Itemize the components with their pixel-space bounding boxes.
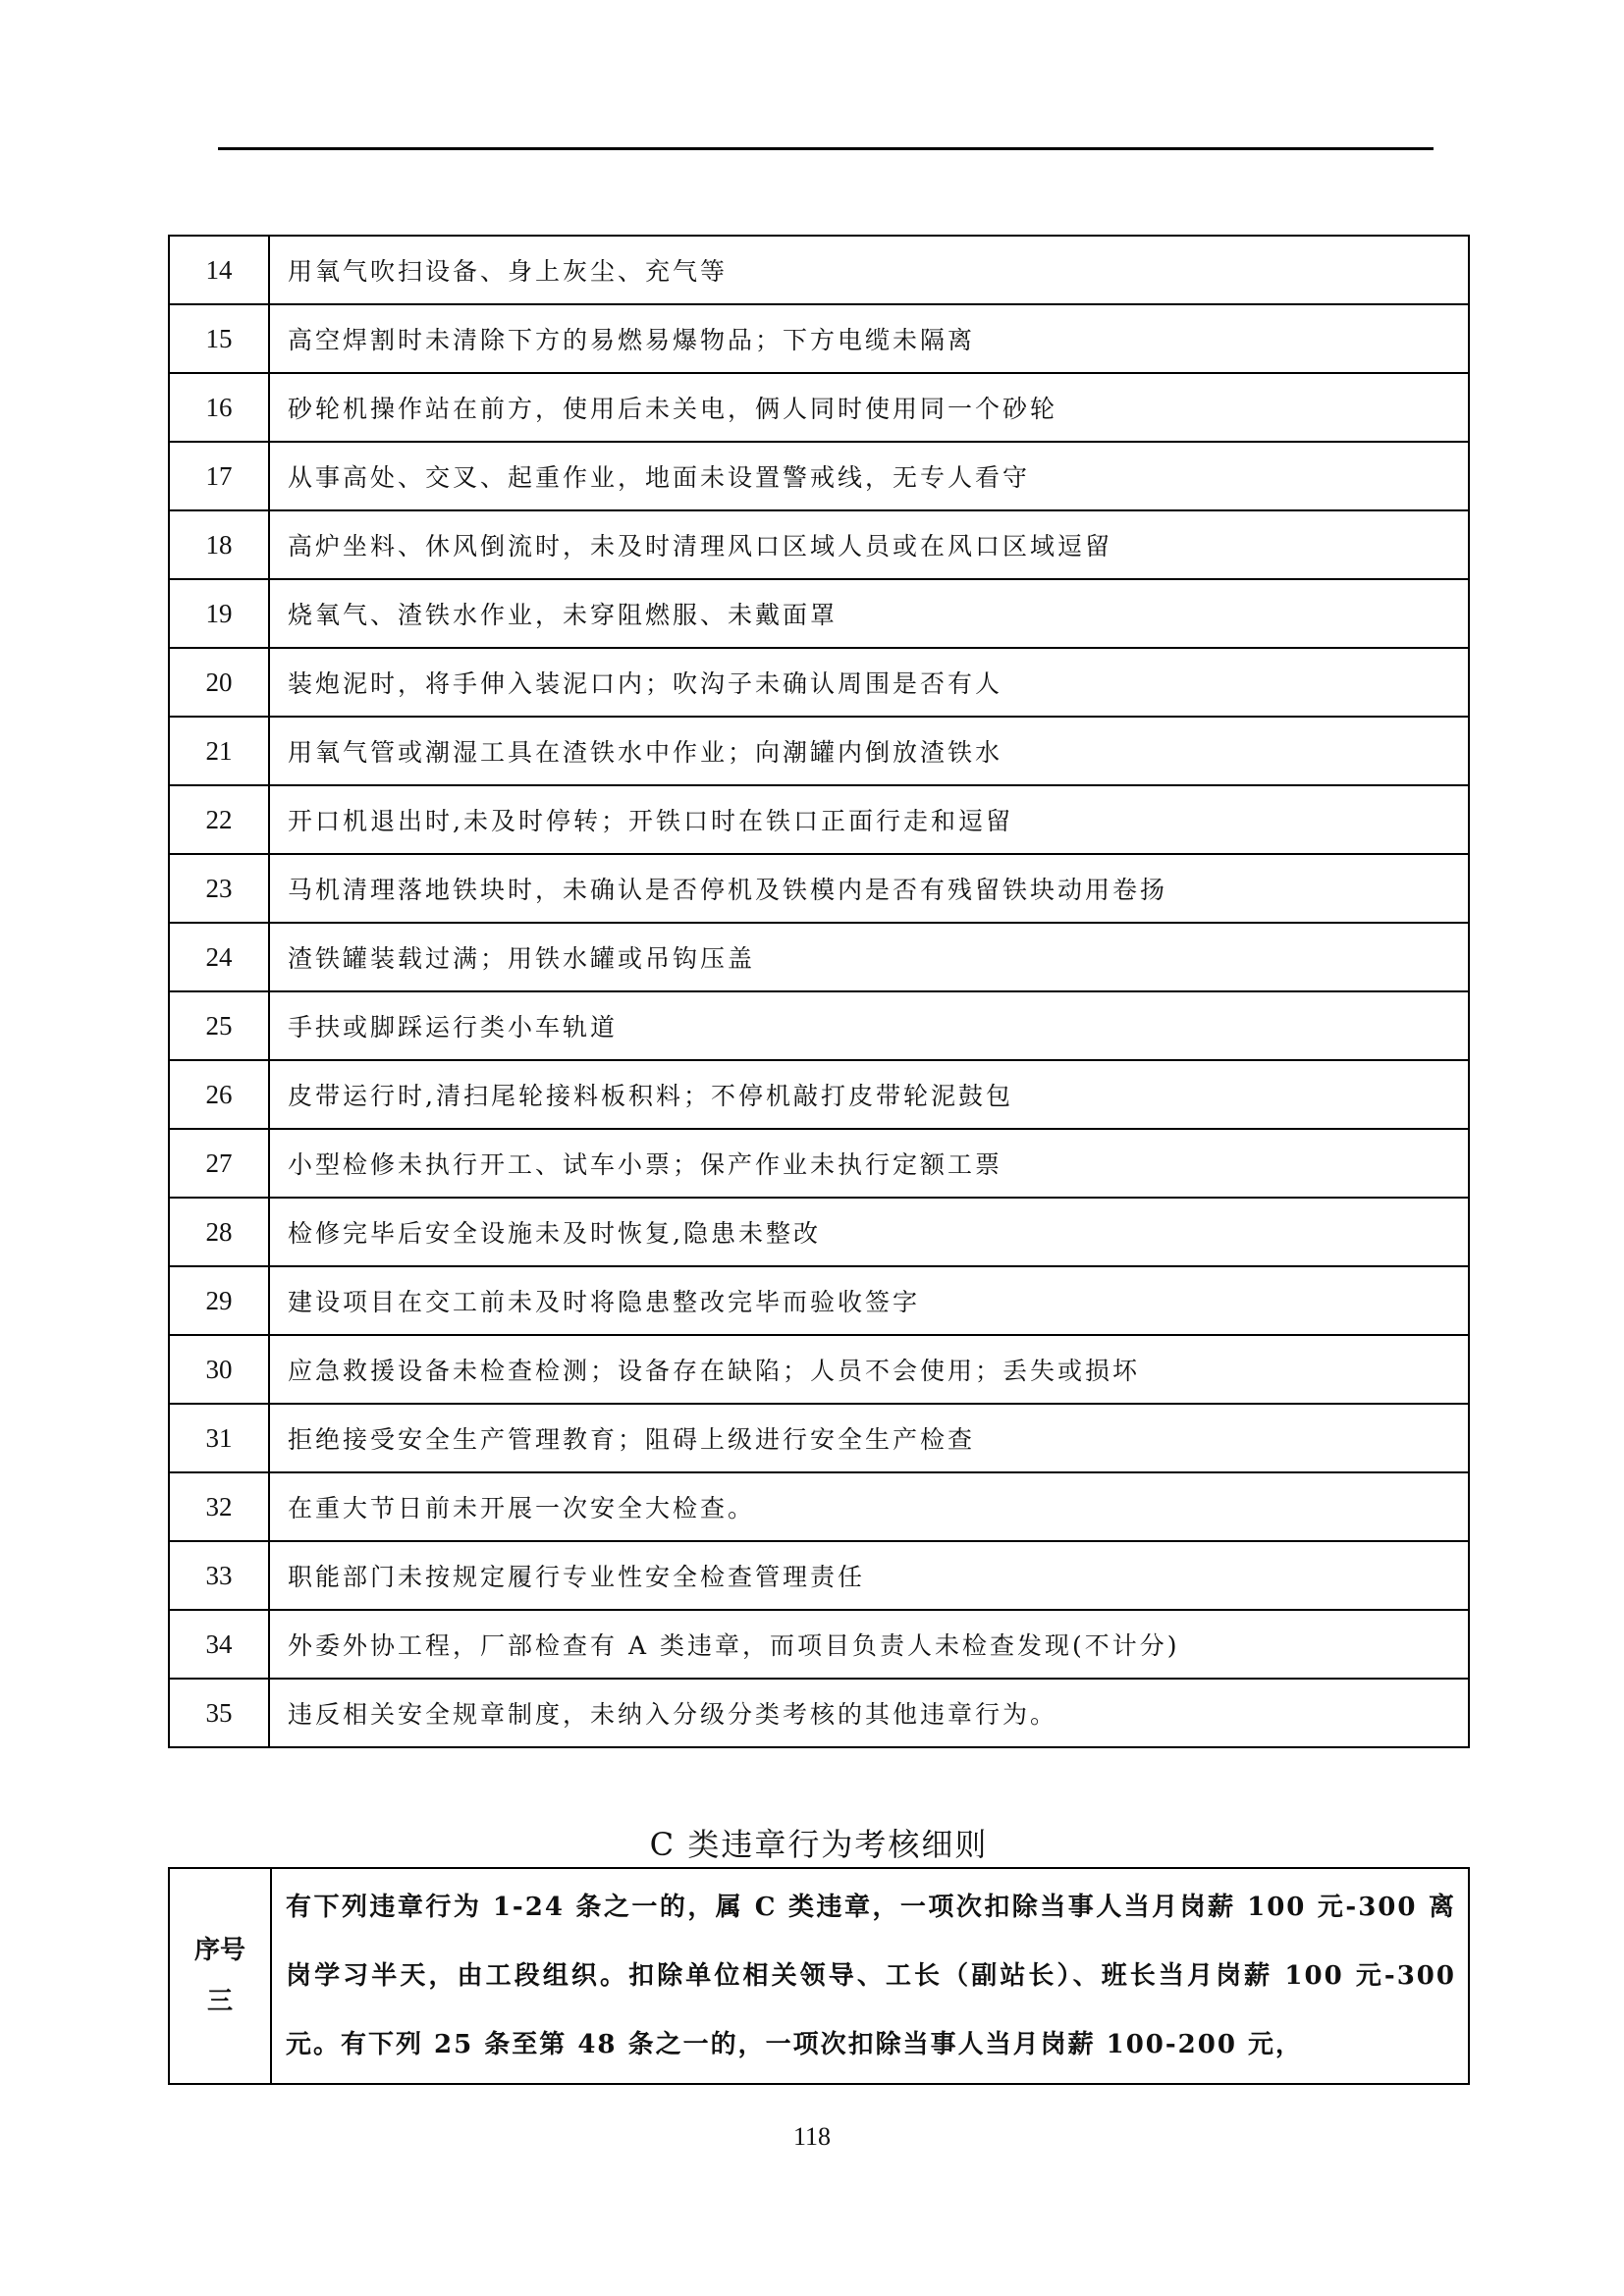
table-row bbox=[169, 510, 1469, 579]
rule-number: 28 bbox=[169, 1198, 269, 1266]
rule-number: 24 bbox=[169, 923, 269, 991]
rule-number: 35 bbox=[169, 1679, 269, 1747]
table-row bbox=[169, 579, 1469, 648]
table-row bbox=[169, 717, 1469, 785]
rule-description: 在重大节日前未开展一次安全大检查。 bbox=[269, 1472, 1469, 1541]
table-row bbox=[169, 923, 1469, 991]
rule-number: 19 bbox=[169, 579, 269, 648]
rule-description: 用氧气管或潮湿工具在渣铁水中作业；向潮罐内倒放渣铁水 bbox=[269, 717, 1469, 785]
rule-description: 应急救援设备未检查检测；设备存在缺陷；人员不会使用；丢失或损坏 bbox=[269, 1335, 1469, 1404]
rule-number: 21 bbox=[169, 717, 269, 785]
table-row bbox=[169, 236, 1469, 304]
table-row bbox=[169, 1404, 1469, 1472]
table-row bbox=[169, 1129, 1469, 1198]
serial-label: 序号 bbox=[193, 1936, 245, 1965]
rule-number: 16 bbox=[169, 373, 269, 442]
rule-description: 从事高处、交叉、起重作业，地面未设置警戒线，无专人看守 bbox=[269, 442, 1469, 510]
rule-description: 开口机退出时,未及时停转；开铁口时在铁口正面行走和逗留 bbox=[269, 785, 1469, 854]
rule-description: 外委外协工程，厂部检查有 A 类违章，而项目负责人未检查发现(不计分) bbox=[269, 1610, 1469, 1679]
rule-description: 装炮泥时，将手伸入装泥口内；吹沟子未确认周围是否有人 bbox=[269, 648, 1469, 717]
rule-number: 20 bbox=[169, 648, 269, 717]
rule-number: 15 bbox=[169, 304, 269, 373]
rule-number: 14 bbox=[169, 236, 269, 304]
violation-rules-table bbox=[168, 235, 1470, 1748]
rule-number: 31 bbox=[169, 1404, 269, 1472]
c-class-row bbox=[169, 1868, 1469, 2084]
table-row bbox=[169, 785, 1469, 854]
rule-number: 34 bbox=[169, 1610, 269, 1679]
rule-number: 32 bbox=[169, 1472, 269, 1541]
c-class-rules-table bbox=[168, 1867, 1470, 2085]
table-row bbox=[169, 1335, 1469, 1404]
rule-description: 皮带运行时,清扫尾轮接料板积料；不停机敲打皮带轮泥鼓包 bbox=[269, 1060, 1469, 1129]
rule-number: 33 bbox=[169, 1541, 269, 1610]
table-row bbox=[169, 991, 1469, 1060]
header-rule bbox=[218, 147, 1434, 150]
table-row bbox=[169, 648, 1469, 717]
table-row bbox=[169, 373, 1469, 442]
rule-number: 23 bbox=[169, 854, 269, 923]
rule-description: 马机清理落地铁块时，未确认是否停机及铁模内是否有残留铁块动用卷扬 bbox=[269, 854, 1469, 923]
serial-label-cell bbox=[169, 1868, 271, 2084]
table-row bbox=[169, 1266, 1469, 1335]
rule-number: 27 bbox=[169, 1129, 269, 1198]
rule-number: 30 bbox=[169, 1335, 269, 1404]
table-row bbox=[169, 1610, 1469, 1679]
serial-number: 三 bbox=[206, 1987, 233, 2016]
c-class-description: 有下列违章行为 1-24 条之一的，属 C 类违章，一项次扣除当事人当月岗薪 100 元-300 离岗学习半天，由工段组织。扣除单位相关领导、工长（副站长）、班长当月岗薪 100 元-300 元。有下列 25 条至第 48 条之一的，一项次扣除当事人当月岗薪 100-200 元， bbox=[271, 1868, 1469, 2084]
rule-description: 烧氧气、渣铁水作业，未穿阻燃服、未戴面罩 bbox=[269, 579, 1469, 648]
rule-description: 高空焊割时未清除下方的易燃易爆物品；下方电缆未隔离 bbox=[269, 304, 1469, 373]
table-row bbox=[169, 1472, 1469, 1541]
rule-description: 小型检修未执行开工、试车小票；保产作业未执行定额工票 bbox=[269, 1129, 1469, 1198]
table-row bbox=[169, 1060, 1469, 1129]
table-row bbox=[169, 854, 1469, 923]
table-row bbox=[169, 1679, 1469, 1747]
rule-description: 拒绝接受安全生产管理教育；阻碍上级进行安全生产检查 bbox=[269, 1404, 1469, 1472]
rule-description: 高炉坐料、休风倒流时，未及时清理风口区域人员或在风口区域逗留 bbox=[269, 510, 1469, 579]
rule-description: 检修完毕后安全设施未及时恢复,隐患未整改 bbox=[269, 1198, 1469, 1266]
table-row bbox=[169, 442, 1469, 510]
rule-description: 建设项目在交工前未及时将隐患整改完毕而验收签字 bbox=[269, 1266, 1469, 1335]
rule-number: 29 bbox=[169, 1266, 269, 1335]
rule-description: 违反相关安全规章制度，未纳入分级分类考核的其他违章行为。 bbox=[269, 1679, 1469, 1747]
rule-number: 26 bbox=[169, 1060, 269, 1129]
rule-description: 手扶或脚踩运行类小车轨道 bbox=[269, 991, 1469, 1060]
table-row bbox=[169, 1198, 1469, 1266]
section-title: C 类违章行为考核细则 bbox=[649, 1826, 989, 1863]
rule-description: 砂轮机操作站在前方，使用后未关电，俩人同时使用同一个砂轮 bbox=[269, 373, 1469, 442]
page-number: 118 bbox=[792, 2122, 832, 2151]
rule-number: 25 bbox=[169, 991, 269, 1060]
rule-description: 渣铁罐装载过满；用铁水罐或吊钩压盖 bbox=[269, 923, 1469, 991]
rule-number: 17 bbox=[169, 442, 269, 510]
rule-number: 22 bbox=[169, 785, 269, 854]
table-row bbox=[169, 304, 1469, 373]
rule-number: 18 bbox=[169, 510, 269, 579]
table-row bbox=[169, 1541, 1469, 1610]
rule-description: 职能部门未按规定履行专业性安全检查管理责任 bbox=[269, 1541, 1469, 1610]
rule-description: 用氧气吹扫设备、身上灰尘、充气等 bbox=[269, 236, 1469, 304]
